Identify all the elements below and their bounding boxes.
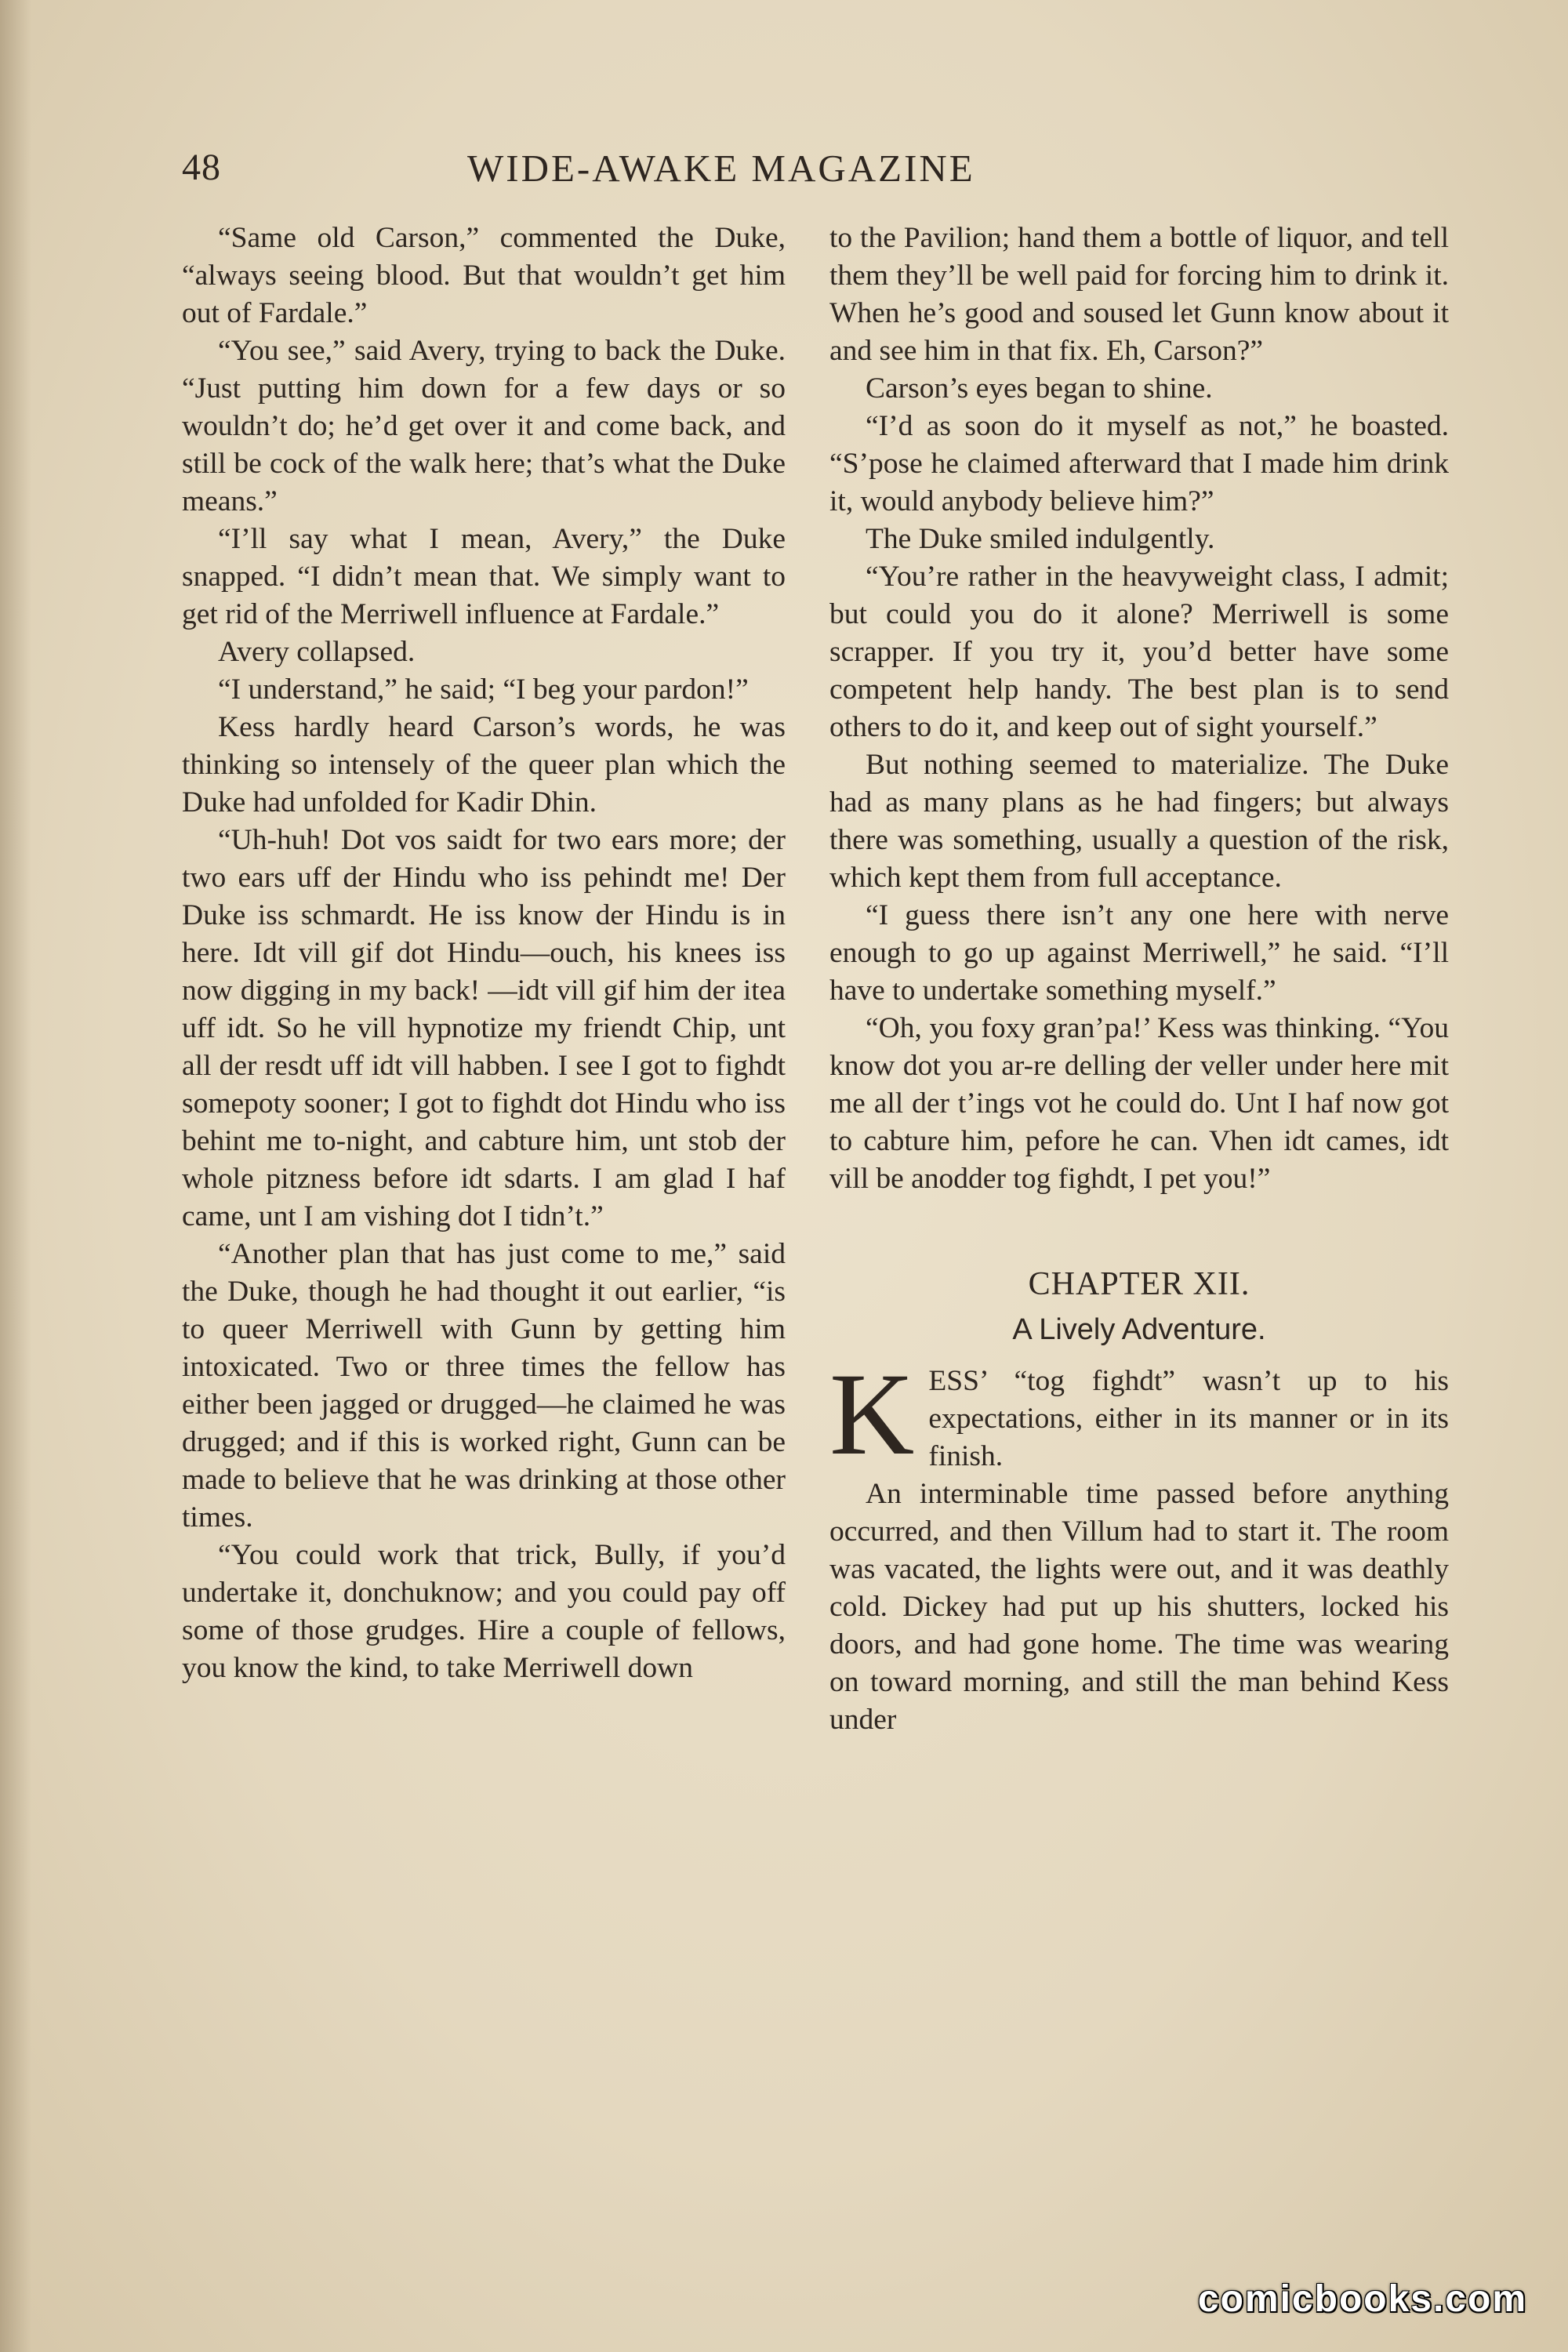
watermark: comicbooks.com (1197, 2278, 1527, 2320)
paragraph-continued: to the Pavilion; hand them a bottle of liquor, and tell them they’ll be well paid for forcing him to drink it. When he’s good and soused let Gunn know about it and see him in that fix. Eh, Carson?” (829, 222, 1449, 367)
drop-cap: K (829, 1349, 915, 1479)
paragraph: Avery collapsed. (218, 636, 416, 668)
page-number: 48 (182, 147, 221, 188)
paragraph: “Uh-huh! Dot vos saidt for two ears more; der two ears uff der Hindu who iss pehindt me! Der Duke iss schmardt. He iss know der Hindu is in here. Idt vill gif dot Hindu—ouch, his knees iss now digging in my back! —idt vill gif him der itea uff idt. So he vill hypnotize my friendt Chip, unt all der resdt uff idt vill habben. I see I got to fighdt somepoty sooner; I got to fighdt dot Hindu who iss behint me to-night, and cabture him, unt stob der whole pitzness before idt sdarts. I am glad I haf came, unt I am vishing dot I tidn’t.” (182, 824, 786, 1232)
running-header (182, 146, 1239, 201)
paragraph: Kess hardly heard Carson’s words, he was thinking so intensely of the queer plan which the Duke had unfolded for Kadir Dhin. (182, 711, 786, 818)
paragraph: “Another plan that has just come to me,” said the Duke, though he had thought it out earlier, “is to queer Merriwell with Gunn by getting him intoxicated. Two or three times the fellow has either been jagged or drugged—he claimed he was drugged; and if this is worked right, Gunn can be made to believe that he was drinking at those other times. (182, 1238, 786, 1534)
paragraph: “Same old Carson,” commented the Duke, “always seeing blood. But that wouldn’t get him out of Fardale.” (182, 222, 786, 329)
running-title: WIDE-AWAKE MAGAZINE (467, 147, 975, 190)
paragraph: “I’ll say what I mean, Avery,” the Duke snapped. “I didn’t mean that. We simply want to get rid of the Merriwell influence at Fardale.” (182, 523, 786, 630)
chapter-subtitle: A Lively Adventure. (1012, 1313, 1266, 1346)
paragraph: “I’d as soon do it myself as not,” he boasted. “S’pose he claimed afterward that I made him drink it, would anybody believe him?” (829, 410, 1449, 517)
paragraph: An interminable time passed before anything occurred, and then Villum had to start it. The room was vacated, the lights were out, and it was deathly cold. Dickey had put up his shutters, locked his doors, and had gone home. The time was wearing on toward morning, and still the man behind Kess under (829, 1478, 1449, 1736)
paragraph: Carson’s eyes began to shine. (866, 372, 1213, 405)
left-column (182, 220, 786, 1687)
paragraph: “I guess there isn’t any one here with nerve enough to go up against Merriwell,” he said. “I’ll have to undertake something myself.” (829, 899, 1449, 1007)
paragraph: “You could work that trick, Bully, if you’d undertake it, donchuknow; and you could pay off some of those grudges. Hire a couple of fellows, you know the kind, to take Merriwell down (182, 1539, 786, 1684)
chapter-number: CHAPTER XII. (1028, 1266, 1250, 1302)
paragraph: “You see,” said Avery, trying to back the Duke. “Just putting him down for a few days or so wouldn’t do; he’d get over it and come back, and still be cock of the walk here; that’s what the Duke means.” (182, 335, 786, 517)
paragraph: “You’re rather in the heavyweight class, I admit; but could you do it alone? Merriwell is some scrapper. If you try it, you’d better have some competent help handy. The best plan is to send others to do it, and keep out of sight yourself.” (829, 561, 1449, 743)
chapter-heading (829, 1261, 1449, 1352)
page-gutter-shadow (0, 0, 31, 2352)
opening-text: ESS’ “tog fighdt” wasn’t up to his expectations, either in its manner or in its finish. (928, 1365, 1449, 1472)
paragraph: “Oh, you foxy gran’pa!’ Kess was thinking. “You know dot you ar-re delling der veller under here mit me all der t’ings vot he could do. Unt I haf now got to cabture him, pefore he can. Vhen idt cames, idt vill be anodder tog fighdt, I pet you!” (829, 1012, 1449, 1195)
chapter-opening-paragraph (829, 1349, 1449, 1479)
paragraph: “I understand,” he said; “I beg your pardon!” (218, 673, 749, 706)
right-column (829, 220, 1449, 1739)
paragraph: But nothing seemed to materialize. The Duke had as many plans as he had fingers; but always there was something, usually a question of the risk, which kept them from full acceptance. (829, 749, 1449, 894)
paragraph: The Duke smiled indulgently. (866, 523, 1215, 555)
